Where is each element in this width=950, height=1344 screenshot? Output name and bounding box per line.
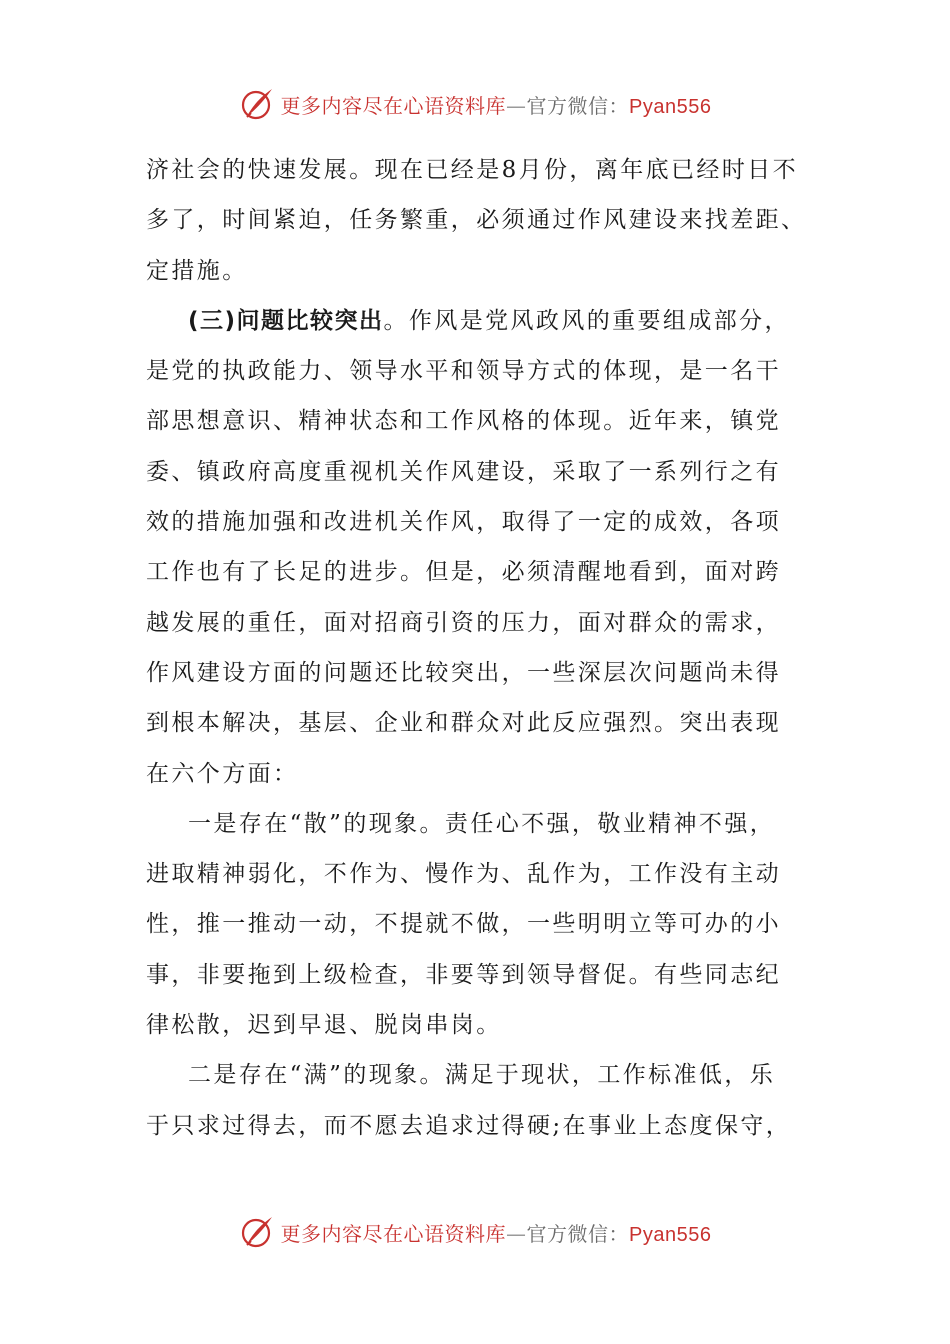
text-line: 律松散，迟到早退、脱岗串岗。: [146, 1012, 502, 1039]
wechat-id: Pyan556: [629, 95, 712, 118]
text-line: 济社会的快速发展。现在已经是8月份，离年底已经时日不: [146, 157, 799, 183]
text-line: 部思想意识、精神状态和工作风格的体现。近年来，镇党: [146, 408, 781, 435]
banner-caption: [281, 1218, 712, 1247]
header-banner: [0, 84, 950, 124]
paragraph-complacent: [146, 1050, 808, 1151]
heading-rest: 。作风是党风政风的重要组成部分，: [383, 307, 790, 334]
document-body: [146, 145, 808, 1151]
footer-banner: [0, 1212, 950, 1252]
paragraph-problems-prominent: [146, 296, 808, 799]
text-line: 于只求过得去，而不愿去追求过得硬;在事业上态度保守，: [146, 1112, 792, 1139]
text-line: 工作也有了长足的进步。但是，必须清醒地看到，面对跨: [146, 559, 781, 586]
paragraph-scattered: [146, 799, 808, 1050]
text-line: 委、镇政府高度重视机关作风建设，采取了一系列行之有: [146, 458, 781, 485]
text-line: 定措施。: [146, 257, 248, 284]
text-line: 作风建设方面的问题还比较突出，一些深层次问题尚未得: [146, 659, 781, 686]
text-line: 效的措施加强和改进机关作风，取得了一定的成效，各项: [146, 509, 781, 536]
text-line: 性，推一推动一动，不提就不做，一些明明立等可办的小: [146, 911, 781, 938]
section-heading: (三)问题比较突出: [188, 307, 384, 334]
wechat-label: 官方微信：: [526, 93, 630, 118]
banner-separator: —: [506, 1221, 527, 1246]
text-line: [146, 296, 808, 346]
banner-caption: [281, 90, 712, 119]
wechat-id: Pyan556: [629, 1223, 712, 1246]
library-name: 更多内容尽在心语资料库: [280, 93, 507, 118]
text-line: 二是存在“满”的现象。满足于现状，工作标准低，乐: [188, 1062, 776, 1089]
text-line: 是党的执政能力、领导水平和领导方式的体现，是一名干: [146, 358, 781, 385]
quill-pen-circle-icon: [239, 86, 275, 122]
paragraph-continuation: [146, 145, 808, 296]
quill-pen-circle-icon: [239, 1214, 275, 1250]
text-line: 一是存在“散”的现象。责任心不强，敬业精神不强，: [188, 810, 776, 837]
text-line: 多了，时间紧迫，任务繁重，必须通过作风建设来找差距、: [146, 207, 807, 234]
text-line: 到根本解决，基层、企业和群众对此反应强烈。突出表现: [146, 710, 781, 737]
text-line: 事，非要拖到上级检查，非要等到领导督促。有些同志纪: [146, 961, 781, 988]
text-line: 越发展的重任，面对招商引资的压力，面对群众的需求，: [146, 609, 781, 636]
library-name: 更多内容尽在心语资料库: [280, 1221, 507, 1246]
text-line: 在六个方面：: [146, 760, 299, 787]
text-line: 进取精神弱化，不作为、慢作为、乱作为，工作没有主动: [146, 861, 781, 888]
banner-separator: —: [506, 93, 527, 118]
wechat-label: 官方微信：: [526, 1221, 630, 1246]
